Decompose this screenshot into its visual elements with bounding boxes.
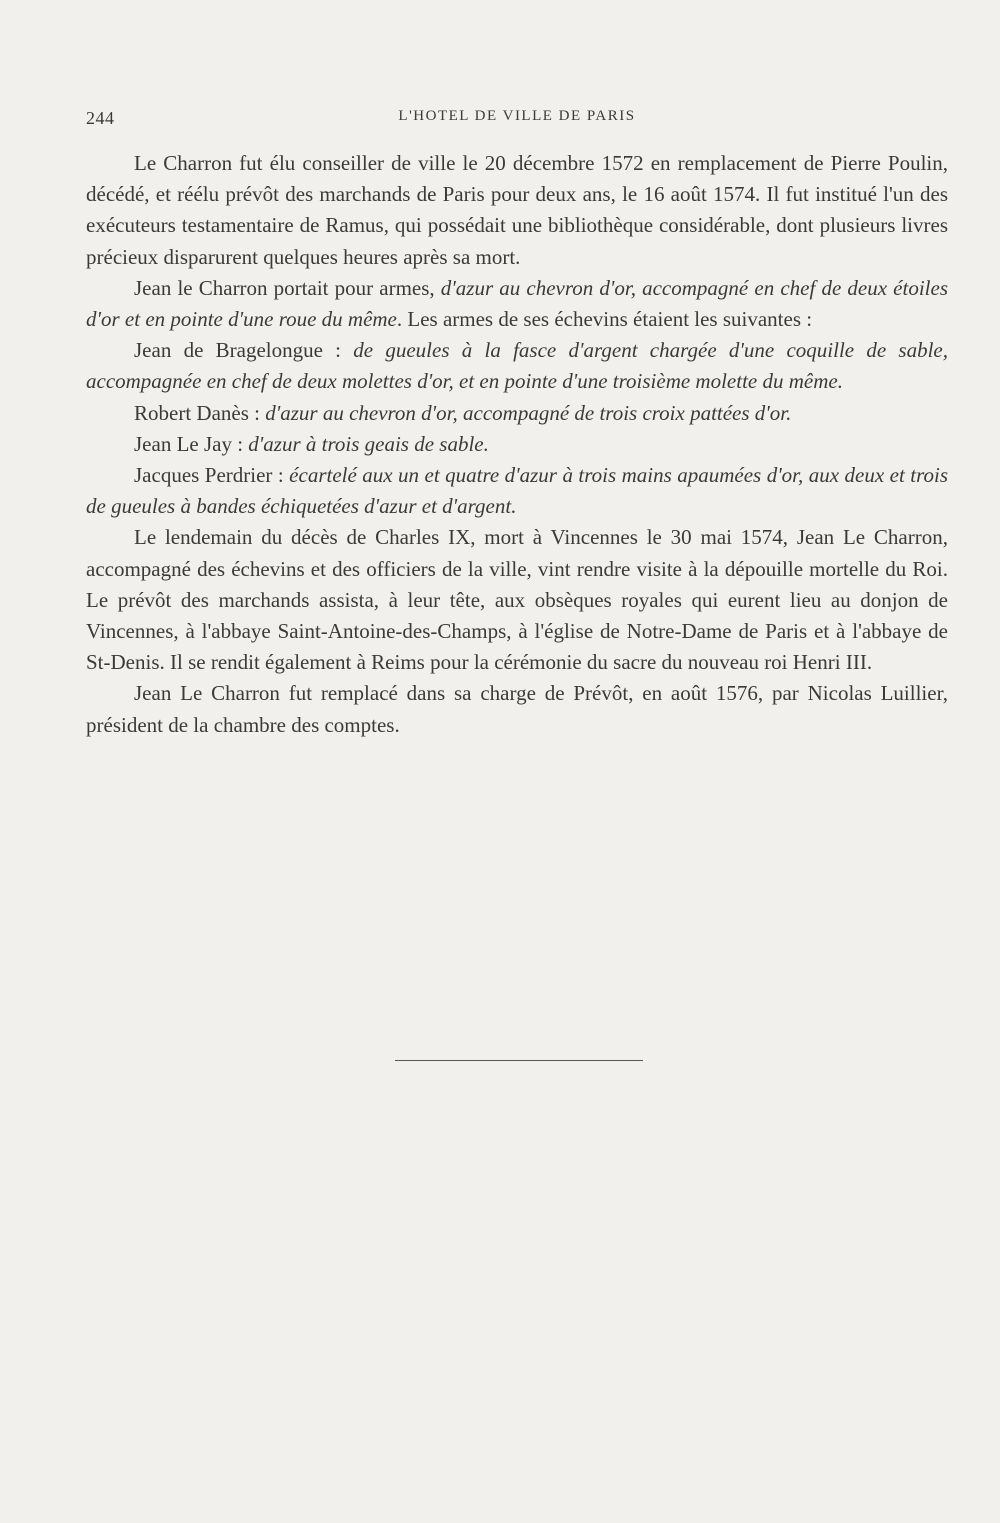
paragraph-text: Jean Le Charron fut remplacé dans sa charge de Prévôt, en août 1576, par Nicolas Luillier, président de la chambre des comptes. — [86, 681, 948, 737]
paragraph-tail: . Les armes de ses échevins étaient les suivantes : — [396, 307, 813, 332]
paragraph-successor — [86, 678, 948, 740]
paragraph-text: Le Charron fut élu conseiller de ville le 20 décembre 1572 en remplacement de Pierre Poulin, décédé, et réélu prévôt des marchands de Paris pour deux ans, le 16 août 1574. Il fut institué l'un des exécuteurs testamentaire de Ramus, qui possédait une bibliothèque considérable, dont plusieurs livres précieux disparurent quelques heures après sa mort. — [86, 151, 948, 269]
paragraph-text: Le lendemain du décès de Charles IX, mort à Vincennes le 30 mai 1574, Jean Le Charron, accompagné des échevins et des officiers de la ville, vint rendre visite à la dépouille mortelle du Roi. Le prévôt des marchands assista, à leur tête, aux obsèques royales qui eurent lieu au donjon de Vincennes, à l'abbaye Saint-Antoine-des-Champs, à l'église de Notre-Dame de Paris et à l'abbaye de St-Denis. Il se rendit également à Reims pour la cérémonie du sacre du nouveau roi Henri III. — [86, 525, 948, 675]
paragraph-arms-le-jay — [86, 429, 948, 460]
running-head — [86, 108, 948, 132]
blazon-text: d'azur au chevron d'or, accompagné de trois croix pattées d'or. — [265, 400, 792, 425]
paragraph-lead: Jean le Charron portait pour armes, — [134, 275, 441, 300]
paragraph-arms-le-charron — [86, 273, 948, 335]
page-number: 244 — [86, 108, 115, 128]
section-end-rule — [395, 1060, 643, 1061]
running-title: L'HOTEL DE VILLE DE PARIS — [398, 108, 636, 124]
paragraph-lead: Jean Le Jay : — [134, 431, 249, 456]
paragraph-arms-danes — [86, 398, 948, 429]
paragraph-election — [86, 148, 948, 273]
paragraph-arms-bragelongue — [86, 335, 948, 397]
blazon-text: d'azur à trois geais de sable. — [248, 431, 489, 456]
paragraph-lead: Robert Danès : — [134, 400, 266, 425]
paragraph-lead: Jacques Perdrier : — [134, 463, 290, 488]
paragraph-lead: Jean de Bragelongue : — [134, 338, 354, 363]
blazon-text: d'azur au chevron d'or, accompagné en chef de deux étoiles d'or et en pointe d'une roue du même — [86, 275, 948, 332]
paragraph-arms-perdrier — [86, 460, 948, 522]
blazon-text: de gueules à la fasce d'argent chargée d'une coquille de sable, accompagnée en chef de deux molettes d'or, et en pointe d'une troisième molette du même. — [86, 338, 948, 394]
body-text — [86, 148, 948, 741]
paragraph-funeral — [86, 522, 948, 678]
blazon-text: écartelé aux un et quatre d'azur à trois mains apaumées d'or, aux deux et trois de gueules à bandes échiquetées d'azur et d'argent. — [86, 463, 948, 519]
